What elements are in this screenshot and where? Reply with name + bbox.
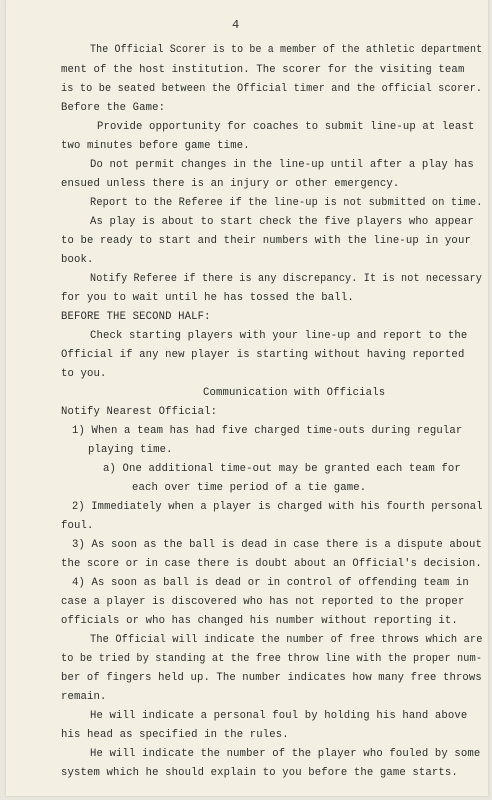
text-line: his head as specified in the rules.: [61, 729, 289, 741]
text-line: The Official Scorer is to be a member of the athletic department: [90, 44, 483, 56]
text-line: is to be seated between the Official timer and the official scorer.: [61, 83, 483, 95]
text-line: ment of the host institution. The scorer for the visiting team: [61, 64, 465, 76]
text-line: foul.: [61, 520, 94, 532]
list-item: a) One additional time-out may be granted each team for: [103, 463, 461, 475]
page-number: 4: [232, 18, 240, 32]
document-page: [6, 0, 488, 796]
text-line: officials or who has changed his number without reporting it.: [61, 615, 458, 627]
text-line: Official if any new player is starting without having reported: [61, 349, 465, 361]
list-item: 2) Immediately when a player is charged with his fourth personal: [72, 501, 483, 513]
text-line: Provide opportunity for coaches to submit line-up at least: [97, 121, 475, 133]
text-line: Notify Referee if there is any discrepancy. It is not necessary: [90, 273, 482, 285]
text-line: playing time.: [88, 444, 173, 456]
text-line: case a player is discovered who has not reported to the proper: [61, 596, 465, 608]
text-line: the score or in case there is doubt about an Official's decision.: [61, 558, 482, 570]
text-line: remain.: [61, 691, 107, 703]
text-line: to be tried by standing at the free throw line with the proper num-: [61, 653, 483, 665]
text-line: to you.: [61, 368, 107, 380]
text-line: ber of fingers held up. The number indicates how many free throws: [61, 672, 482, 684]
list-item: 1) When a team has had five charged time-outs during regular: [72, 425, 463, 437]
text-line: system which he should explain to you before the game starts.: [61, 767, 458, 779]
text-line: The Official will indicate the number of free throws which are: [90, 634, 483, 646]
text-line: book.: [61, 254, 94, 266]
list-item: 3) As soon as the ball is dead in case there is a dispute about: [72, 539, 482, 551]
text-line: Do not permit changes in the line-up until after a play has: [90, 159, 474, 171]
text-line: As play is about to start check the five players who appear: [90, 216, 474, 228]
text-line: for you to wait until he has tossed the ball.: [61, 292, 354, 304]
list-item: 4) As soon as ball is dead or in control of offending team in: [72, 577, 469, 589]
text-line: He will indicate a personal foul by holding his hand above: [90, 710, 468, 722]
text-line: each over time period of a tie game.: [132, 482, 367, 494]
text-line: Before the Game:: [61, 102, 166, 114]
section-heading: BEFORE THE SECOND HALF:: [61, 311, 211, 323]
text-line: ensued unless there is an injury or other emergency.: [61, 178, 400, 190]
text-line: He will indicate the number of the player who fouled by some: [90, 748, 481, 760]
text-line: to be ready to start and their numbers with the line-up in your: [61, 235, 471, 247]
text-line: Check starting players with your line-up and report to the: [90, 330, 468, 342]
text-line: Notify Nearest Official:: [61, 406, 218, 418]
text-line: Report to the Referee if the line-up is not submitted on time.: [90, 197, 483, 209]
section-heading: Communication with Officials: [203, 387, 386, 399]
text-line: two minutes before game time.: [61, 140, 250, 152]
